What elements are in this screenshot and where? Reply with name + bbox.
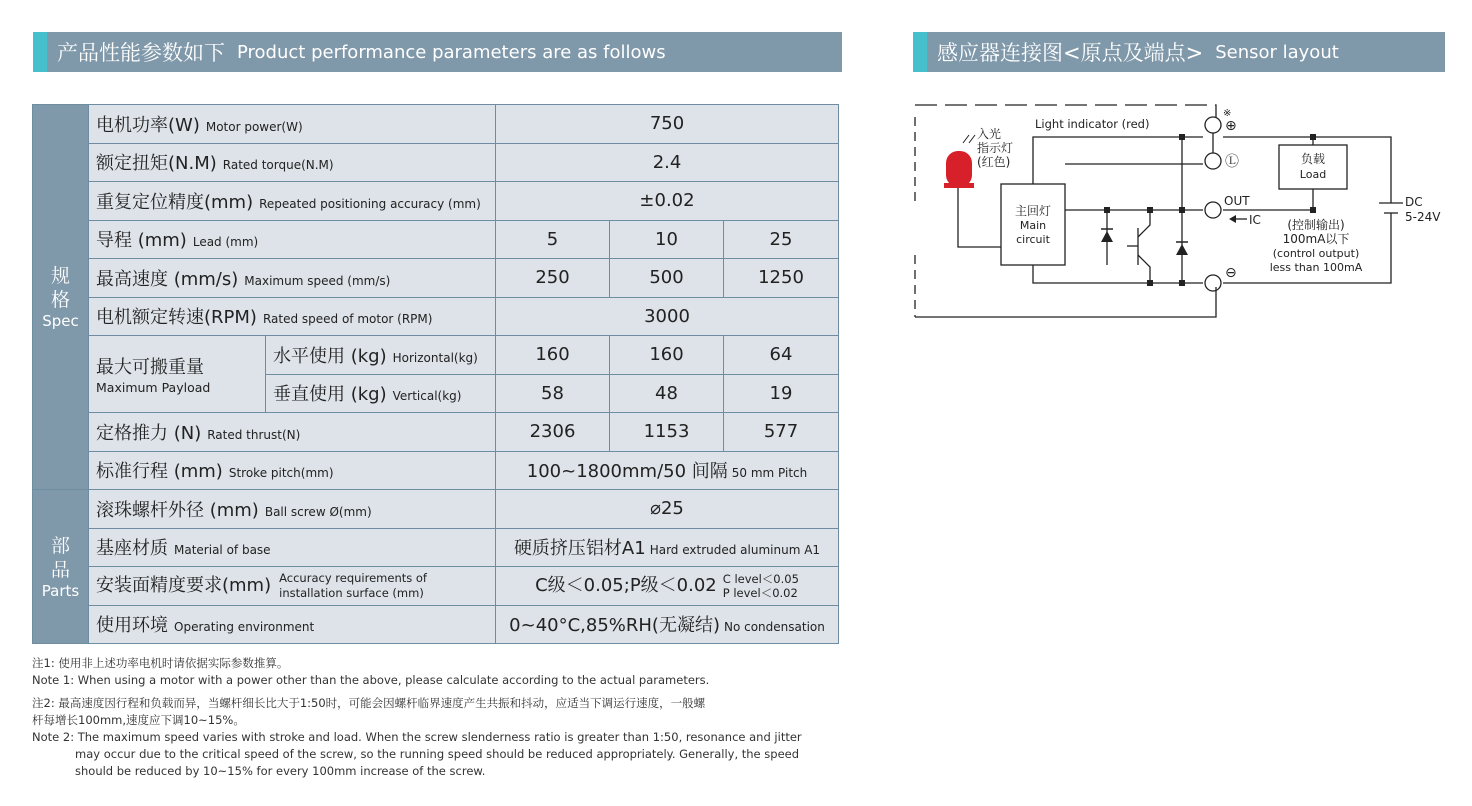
spec-table — [32, 104, 839, 644]
table-row — [33, 567, 839, 606]
out-label: OUT — [1224, 194, 1250, 208]
lead-value: 25 — [724, 220, 839, 259]
l-terminal — [1205, 153, 1221, 169]
zener-diode — [1176, 244, 1188, 255]
table-row — [33, 336, 839, 375]
table-row — [33, 451, 839, 490]
load-zh: 负载 — [1300, 152, 1326, 166]
table-row — [33, 490, 839, 529]
sensor-header — [913, 32, 1445, 72]
payload-vertical-label: 垂直使用 (kg) Vertical(kg) — [266, 374, 496, 413]
note2-en: may occur due to the critical speed of the screw, so the running speed should be reduced appropriately. Generally, the speed — [75, 747, 800, 761]
load-en: Load — [1299, 168, 1327, 181]
rated-thrust-label: 定格推力 (N) Rated thrust(N) — [89, 413, 496, 452]
zener-diode — [1101, 231, 1113, 242]
header-accent — [913, 32, 927, 72]
light-arrows-icon — [963, 135, 975, 143]
payload-label: 最大可搬重量 Maximum Payload — [89, 336, 266, 413]
voltage-label: 5-24V — [1405, 210, 1441, 224]
stroke-value: 100~1800mm/50 间隔 50 mm Pitch — [496, 451, 839, 490]
table-row — [33, 220, 839, 259]
base-material-value: 硬质挤压铝材A1 Hard extruded aluminum A1 — [496, 528, 839, 567]
note-mark: ※ — [1223, 108, 1232, 119]
payload-horizontal-label: 水平使用 (kg) Horizontal(kg) — [266, 336, 496, 375]
wire — [958, 187, 1001, 247]
junction — [1179, 280, 1185, 286]
note1-en: Note 1: When using a motor with a power other than the above, please calculate according to the actual parameters. — [32, 673, 710, 687]
junction — [1310, 134, 1316, 140]
payload-horizontal-value: 160 — [496, 336, 610, 375]
table-row — [33, 297, 839, 336]
light-zh-label: 指示灯 — [977, 141, 1014, 155]
ctrl-ma: 100mA以下 — [1282, 232, 1350, 246]
junction — [1104, 207, 1110, 213]
rated-thrust-value: 577 — [724, 413, 839, 452]
housing-outline — [915, 105, 1216, 117]
payload-vertical-value: 19 — [724, 374, 839, 413]
main-circuit-zh: 主回灯 — [1014, 204, 1052, 218]
red-lamp-icon — [944, 151, 974, 188]
install-accuracy-value: C级＜0.05;P级＜0.02 C level＜0.05 P level＜0.02 — [496, 567, 839, 606]
minus-symbol: ⊖ — [1225, 265, 1237, 281]
notes — [32, 655, 852, 780]
environment-label: 使用环境 Operating environment — [89, 605, 496, 644]
table-row — [33, 413, 839, 452]
junction — [1179, 134, 1185, 140]
table-row — [33, 182, 839, 221]
group-spec: 规格 Spec — [33, 105, 89, 490]
rated-thrust-value: 2306 — [496, 413, 610, 452]
out-terminal — [1205, 202, 1221, 218]
max-speed-value: 500 — [610, 259, 724, 298]
base-material-label: 基座材质 Material of base — [89, 528, 496, 567]
junction — [1310, 207, 1316, 213]
table-row — [33, 259, 839, 298]
dc-label: DC — [1405, 195, 1423, 209]
rated-torque-value: 2.4 — [496, 143, 839, 182]
performance-header — [33, 32, 842, 72]
install-accuracy-label: 安装面精度要求(mm) Accuracy requirements of installation surface (mm) — [89, 567, 496, 606]
light-zh-label: (红色) — [977, 155, 1011, 169]
table-row — [33, 528, 839, 567]
payload-vertical-value: 58 — [496, 374, 610, 413]
light-indicator-label: Light indicator (red) — [1035, 117, 1150, 131]
environment-value: 0~40°C,85%RH(无凝结) No condensation — [496, 605, 839, 644]
wire — [1033, 137, 1203, 184]
performance-header-en: Product performance parameters are as follows — [237, 41, 666, 63]
lead-value: 5 — [496, 220, 610, 259]
ctrl-en: less than 100mA — [1269, 261, 1363, 274]
ctrl-zh: (控制输出) — [1287, 218, 1345, 232]
max-speed-value: 1250 — [724, 259, 839, 298]
main-circuit-en: circuit — [1016, 233, 1050, 246]
sensor-diagram — [913, 95, 1453, 335]
note2-zh: 杆每增长100mm,速度应下调10~15%。 — [32, 713, 245, 727]
note1-zh: 注1: 使用非上述功率电机时请依据实际参数推算。 — [32, 656, 289, 670]
note2-en: should be reduced by 10~15% for every 100mm increase of the screw. — [75, 764, 486, 778]
payload-horizontal-value: 64 — [724, 336, 839, 375]
transistor — [1138, 210, 1150, 237]
group-parts: 部品 Parts — [33, 490, 89, 644]
rated-thrust-value: 1153 — [610, 413, 724, 452]
junction — [1179, 207, 1185, 213]
stroke-label: 标准行程 (mm) Stroke pitch(mm) — [89, 451, 496, 490]
plus-terminal — [1205, 117, 1221, 133]
ball-screw-value: ⌀25 — [496, 490, 839, 529]
repeat-accuracy-value: ±0.02 — [496, 182, 839, 221]
table-row — [33, 143, 839, 182]
table-row — [33, 605, 839, 644]
max-speed-value: 250 — [496, 259, 610, 298]
ic-arrow — [1229, 215, 1236, 223]
payload-horizontal-value: 160 — [610, 336, 724, 375]
light-in-label: 入光 — [977, 127, 1002, 141]
wire — [1033, 265, 1203, 283]
payload-vertical-value: 48 — [610, 374, 724, 413]
ic-label: IC — [1249, 213, 1261, 227]
performance-header-zh: 产品性能参数如下 — [57, 41, 225, 65]
transistor — [1138, 255, 1150, 283]
repeat-accuracy-label: 重复定位精度(mm) Repeated positioning accuracy (mm) — [89, 182, 496, 221]
motor-power-value: 750 — [496, 105, 839, 144]
l-symbol: Ⓛ — [1225, 154, 1239, 170]
note2-en: Note 2: The maximum speed varies with stroke and load. When the screw slenderness ratio is greater than 1:50, resonance and jitter — [32, 730, 802, 744]
rated-torque-label: 额定扭矩(N.M) Rated torque(N.M) — [89, 143, 496, 182]
housing-outline — [915, 287, 1216, 317]
sensor-header-en: Sensor layout — [1215, 41, 1339, 63]
plus-symbol: ⊕ — [1225, 118, 1237, 134]
rated-speed-value: 3000 — [496, 297, 839, 336]
rated-speed-label: 电机额定转速(RPM) Rated speed of motor (RPM) — [89, 297, 496, 336]
header-accent — [33, 32, 47, 72]
ball-screw-label: 滚珠螺杆外径 (mm) Ball screw Ø(mm) — [89, 490, 496, 529]
minus-terminal — [1205, 275, 1221, 291]
ctrl-en: (control output) — [1272, 247, 1360, 260]
table-row — [33, 105, 839, 144]
lead-value: 10 — [610, 220, 724, 259]
main-circuit-en: Main — [1019, 219, 1047, 232]
sensor-header-zh: 感应器连接图<原点及端点> — [937, 41, 1204, 65]
junction — [1147, 280, 1153, 286]
max-speed-label: 最高速度 (mm/s) Maximum speed (mm/s) — [89, 259, 496, 298]
motor-power-label: 电机功率(W) Motor power(W) — [89, 105, 496, 144]
lead-label: 导程 (mm) Lead (mm) — [89, 220, 496, 259]
note2-zh: 注2: 最高速度因行程和负载而异，当螺杆细长比大于1:50时，可能会因螺杆临界速度产生共振和抖动，应适当下调运行速度，一般螺 — [32, 696, 706, 710]
junction — [1147, 207, 1153, 213]
